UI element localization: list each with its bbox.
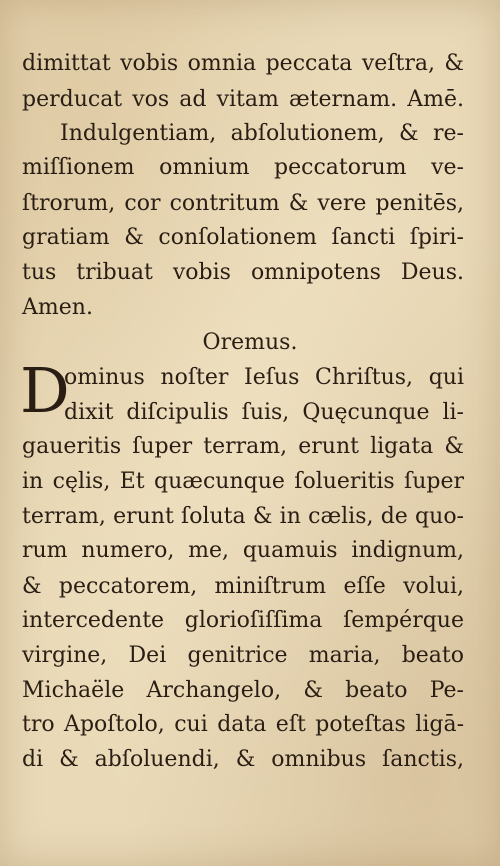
text-line-15: & peccatorem, miniſtrum eſſe volui,: [22, 574, 464, 599]
text-line-12: in cęlis, Et quæcunque ſolueritis ſuper: [22, 469, 464, 494]
text-line-5: ſtrorum, cor contritum & vere penitēs,: [22, 191, 464, 216]
text-line-2: perducat vos ad vitam æternam. Amē.: [22, 87, 464, 112]
text-line-18: Michaële Archangelo, & beato Pe-: [22, 678, 464, 703]
text-line-7: tus tribuat vobis omnipotens Deus.: [22, 260, 464, 285]
text-line-19: tro Apoſtolo, cui data eſt poteſtas ligā-: [22, 712, 464, 737]
text-line-20: di & abſoluendi, & omnibus ſanctis,: [22, 747, 464, 772]
text-line-3: Indulgentiam, abſolutionem, & re-: [60, 121, 464, 146]
text-line-1: dimittat vobis omnia peccata veſtra, &: [22, 51, 464, 76]
text-line-14: rum numero, me, quamuis indignum,: [22, 538, 464, 563]
text-line-16: intercedente glorioſiſſima ſempérque: [22, 608, 464, 633]
text-line-8: Amen.: [22, 295, 93, 320]
text-line-4: miſſionem omnium peccatorum ve-: [22, 155, 464, 180]
section-heading: Oremus.: [202, 330, 298, 355]
text-line-9: ominus noſter Ieſus Chriſtus, qui: [64, 365, 464, 390]
text-line-6: gratiam & conſolationem ſancti ſpiri-: [22, 225, 464, 250]
text-line-10: dixit diſcipulis ſuis, Quęcunque li-: [64, 400, 464, 425]
text-line-17: virgine, Dei genitrice maria, beato: [22, 643, 464, 668]
text-line-13: terram, erunt ſoluta & in cælis, de quo-: [22, 504, 464, 529]
drop-cap: D: [20, 354, 70, 427]
text-line-11: gaueritis ſuper terram, erunt ligata &: [22, 434, 464, 459]
